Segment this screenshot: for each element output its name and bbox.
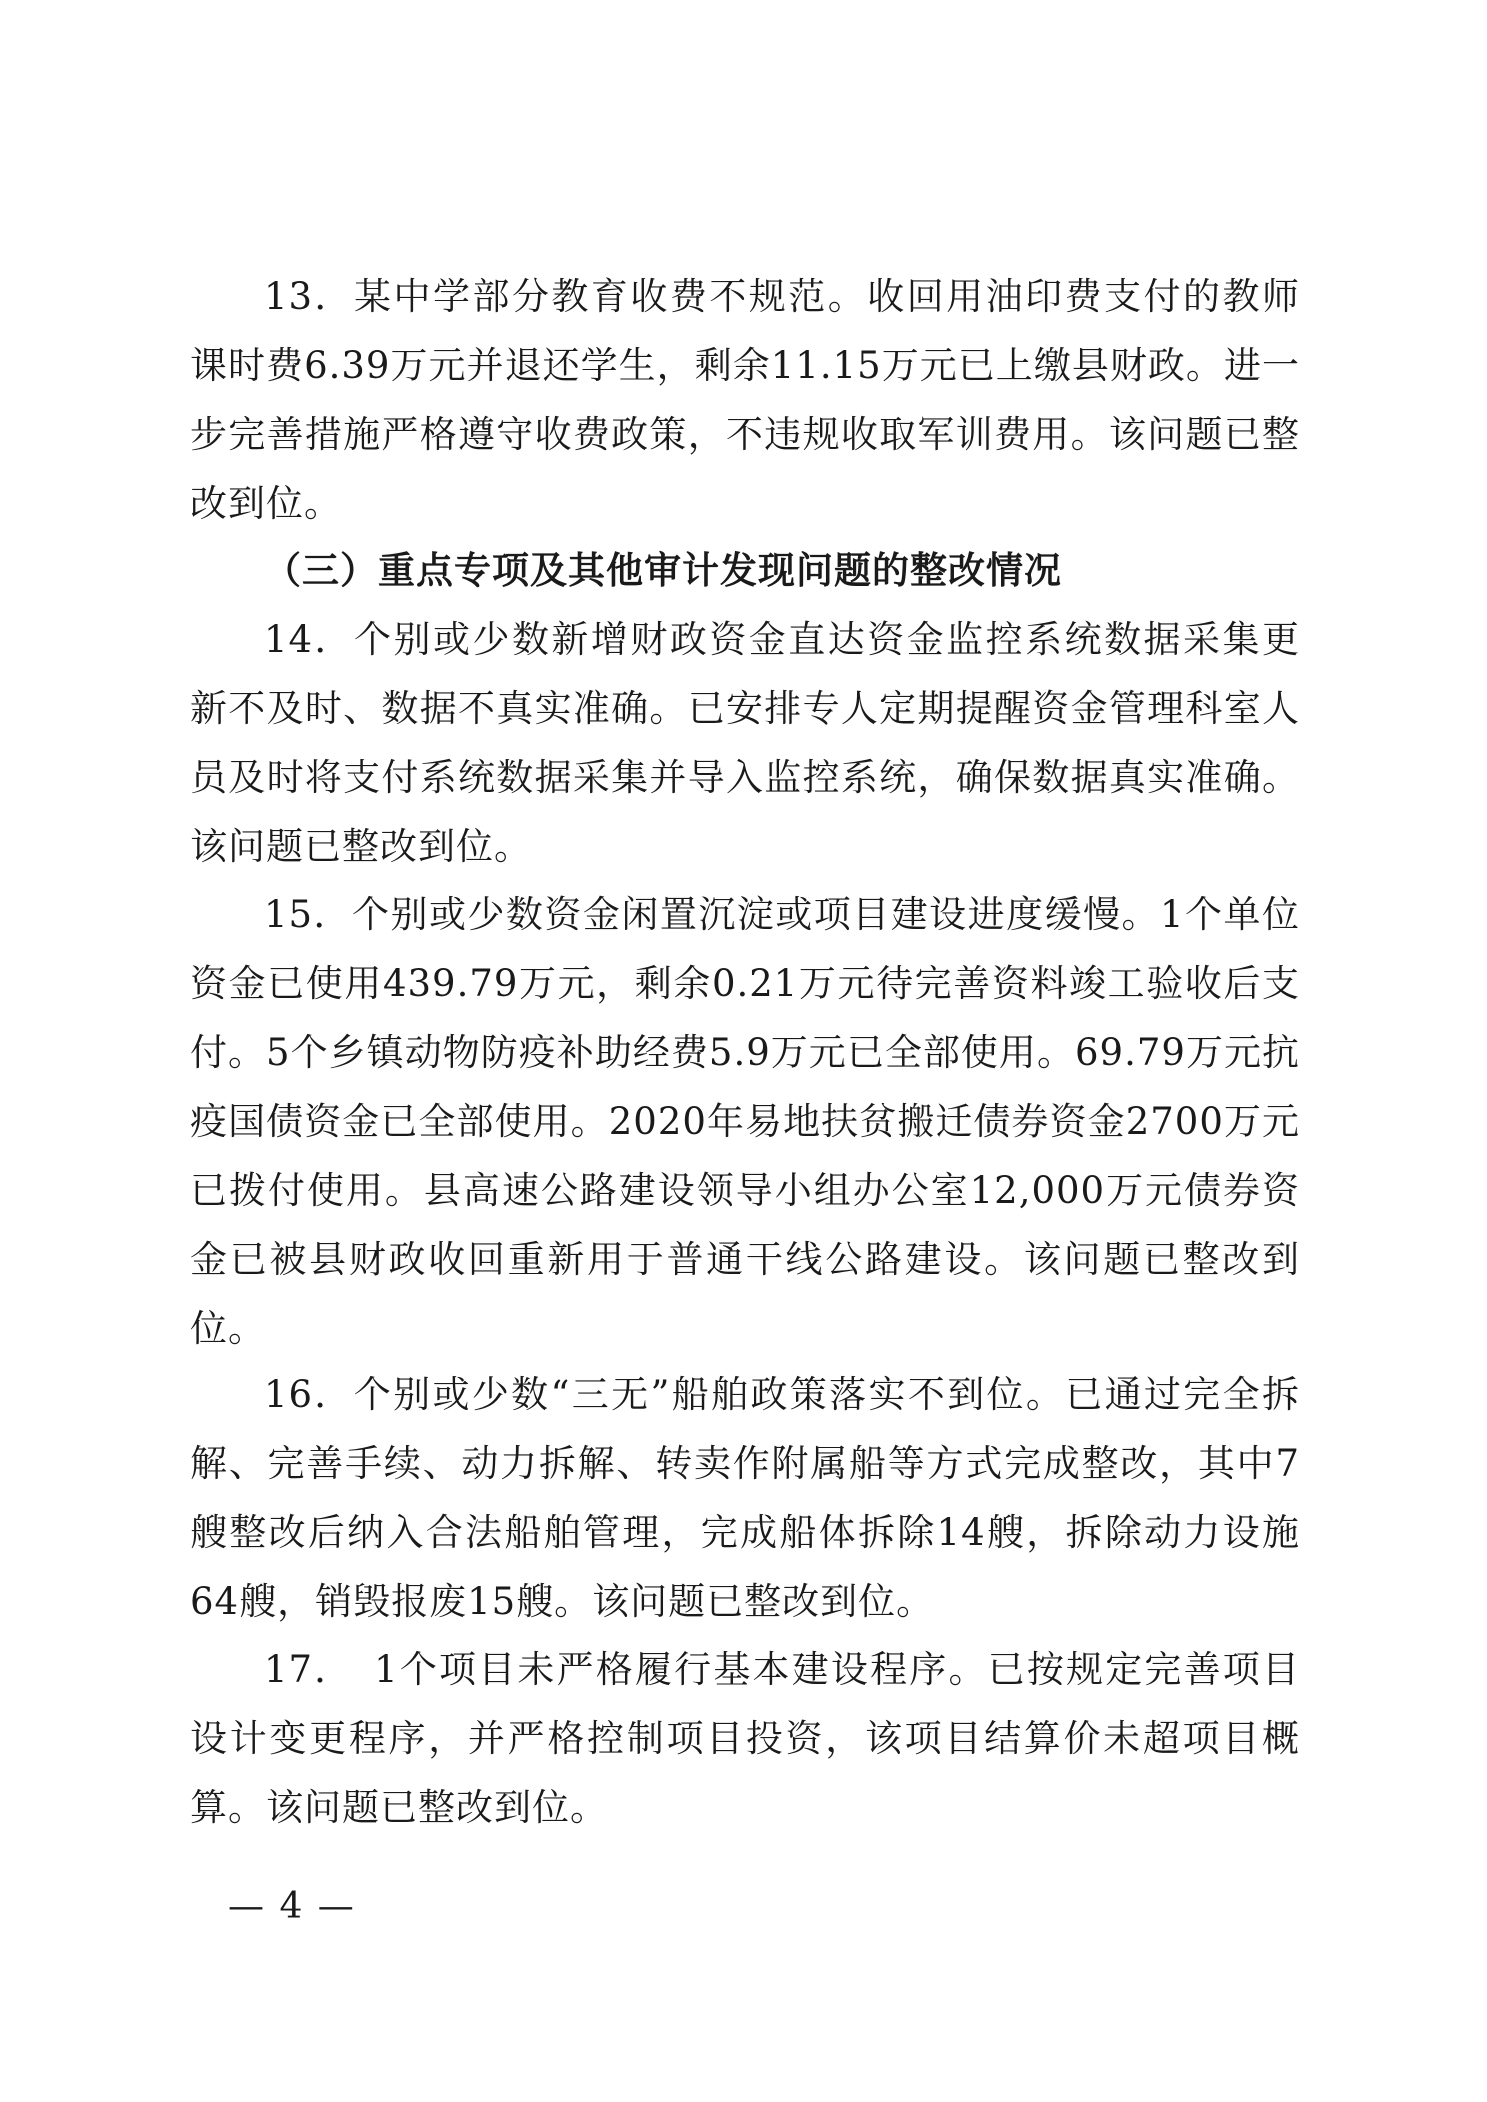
section-heading: （三）重点专项及其他审计发现问题的整改情况 xyxy=(264,549,1062,592)
paragraph-13: 13．某中学部分教育收费不规范。收回用油印费支付的教师课时费6.39万元并退还学生，剩余11.15万元已上缴县财政。进一步完善措施严格遵守收费政策，不违规收取军训费用。该问题已整改到位。 xyxy=(190,275,1300,525)
paragraph-17: 17． 1个项目未严格履行基本建设程序。已按规定完善项目设计变更程序，并严格控制项目投资，该项目结算价未超项目概算。该问题已整改到位。 xyxy=(190,1648,1300,1829)
paragraph-14: 14．个别或少数新增财政资金直达资金监控系统数据采集更新不及时、数据不真实准确。已安排专人定期提醒资金管理科室人员及时将支付系统数据采集并导入监控系统，确保数据真实准确。该问题已整改到位。 xyxy=(190,618,1300,868)
paragraph-16: 16．个别或少数“三无”船舶政策落实不到位。已通过完全拆解、完善手续、动力拆解、转卖作附属船等方式完成整改，其中7艘整改后纳入合法船舶管理，完成船体拆除14艘，拆除动力设施64艘，销毁报废15艘。该问题已整改到位。 xyxy=(190,1373,1300,1623)
page-number: — 4 — xyxy=(228,1886,356,1927)
paragraph-15: 15．个别或少数资金闲置沉淀或项目建设进度缓慢。1个单位资金已使用439.79万元，剩余0.21万元待完善资料竣工验收后支付。5个乡镇动物防疫补助经费5.9万元已全部使用。69.79万元抗疫国债资金已全部使用。2020年易地扶贫搬迁债券资金2700万元已拨付使用。县高速公路建设领导小组办公室12,000万元债券资金已被县财政收回重新用于普通干线公路建设。该问题已整改到位。 xyxy=(190,893,1300,1350)
